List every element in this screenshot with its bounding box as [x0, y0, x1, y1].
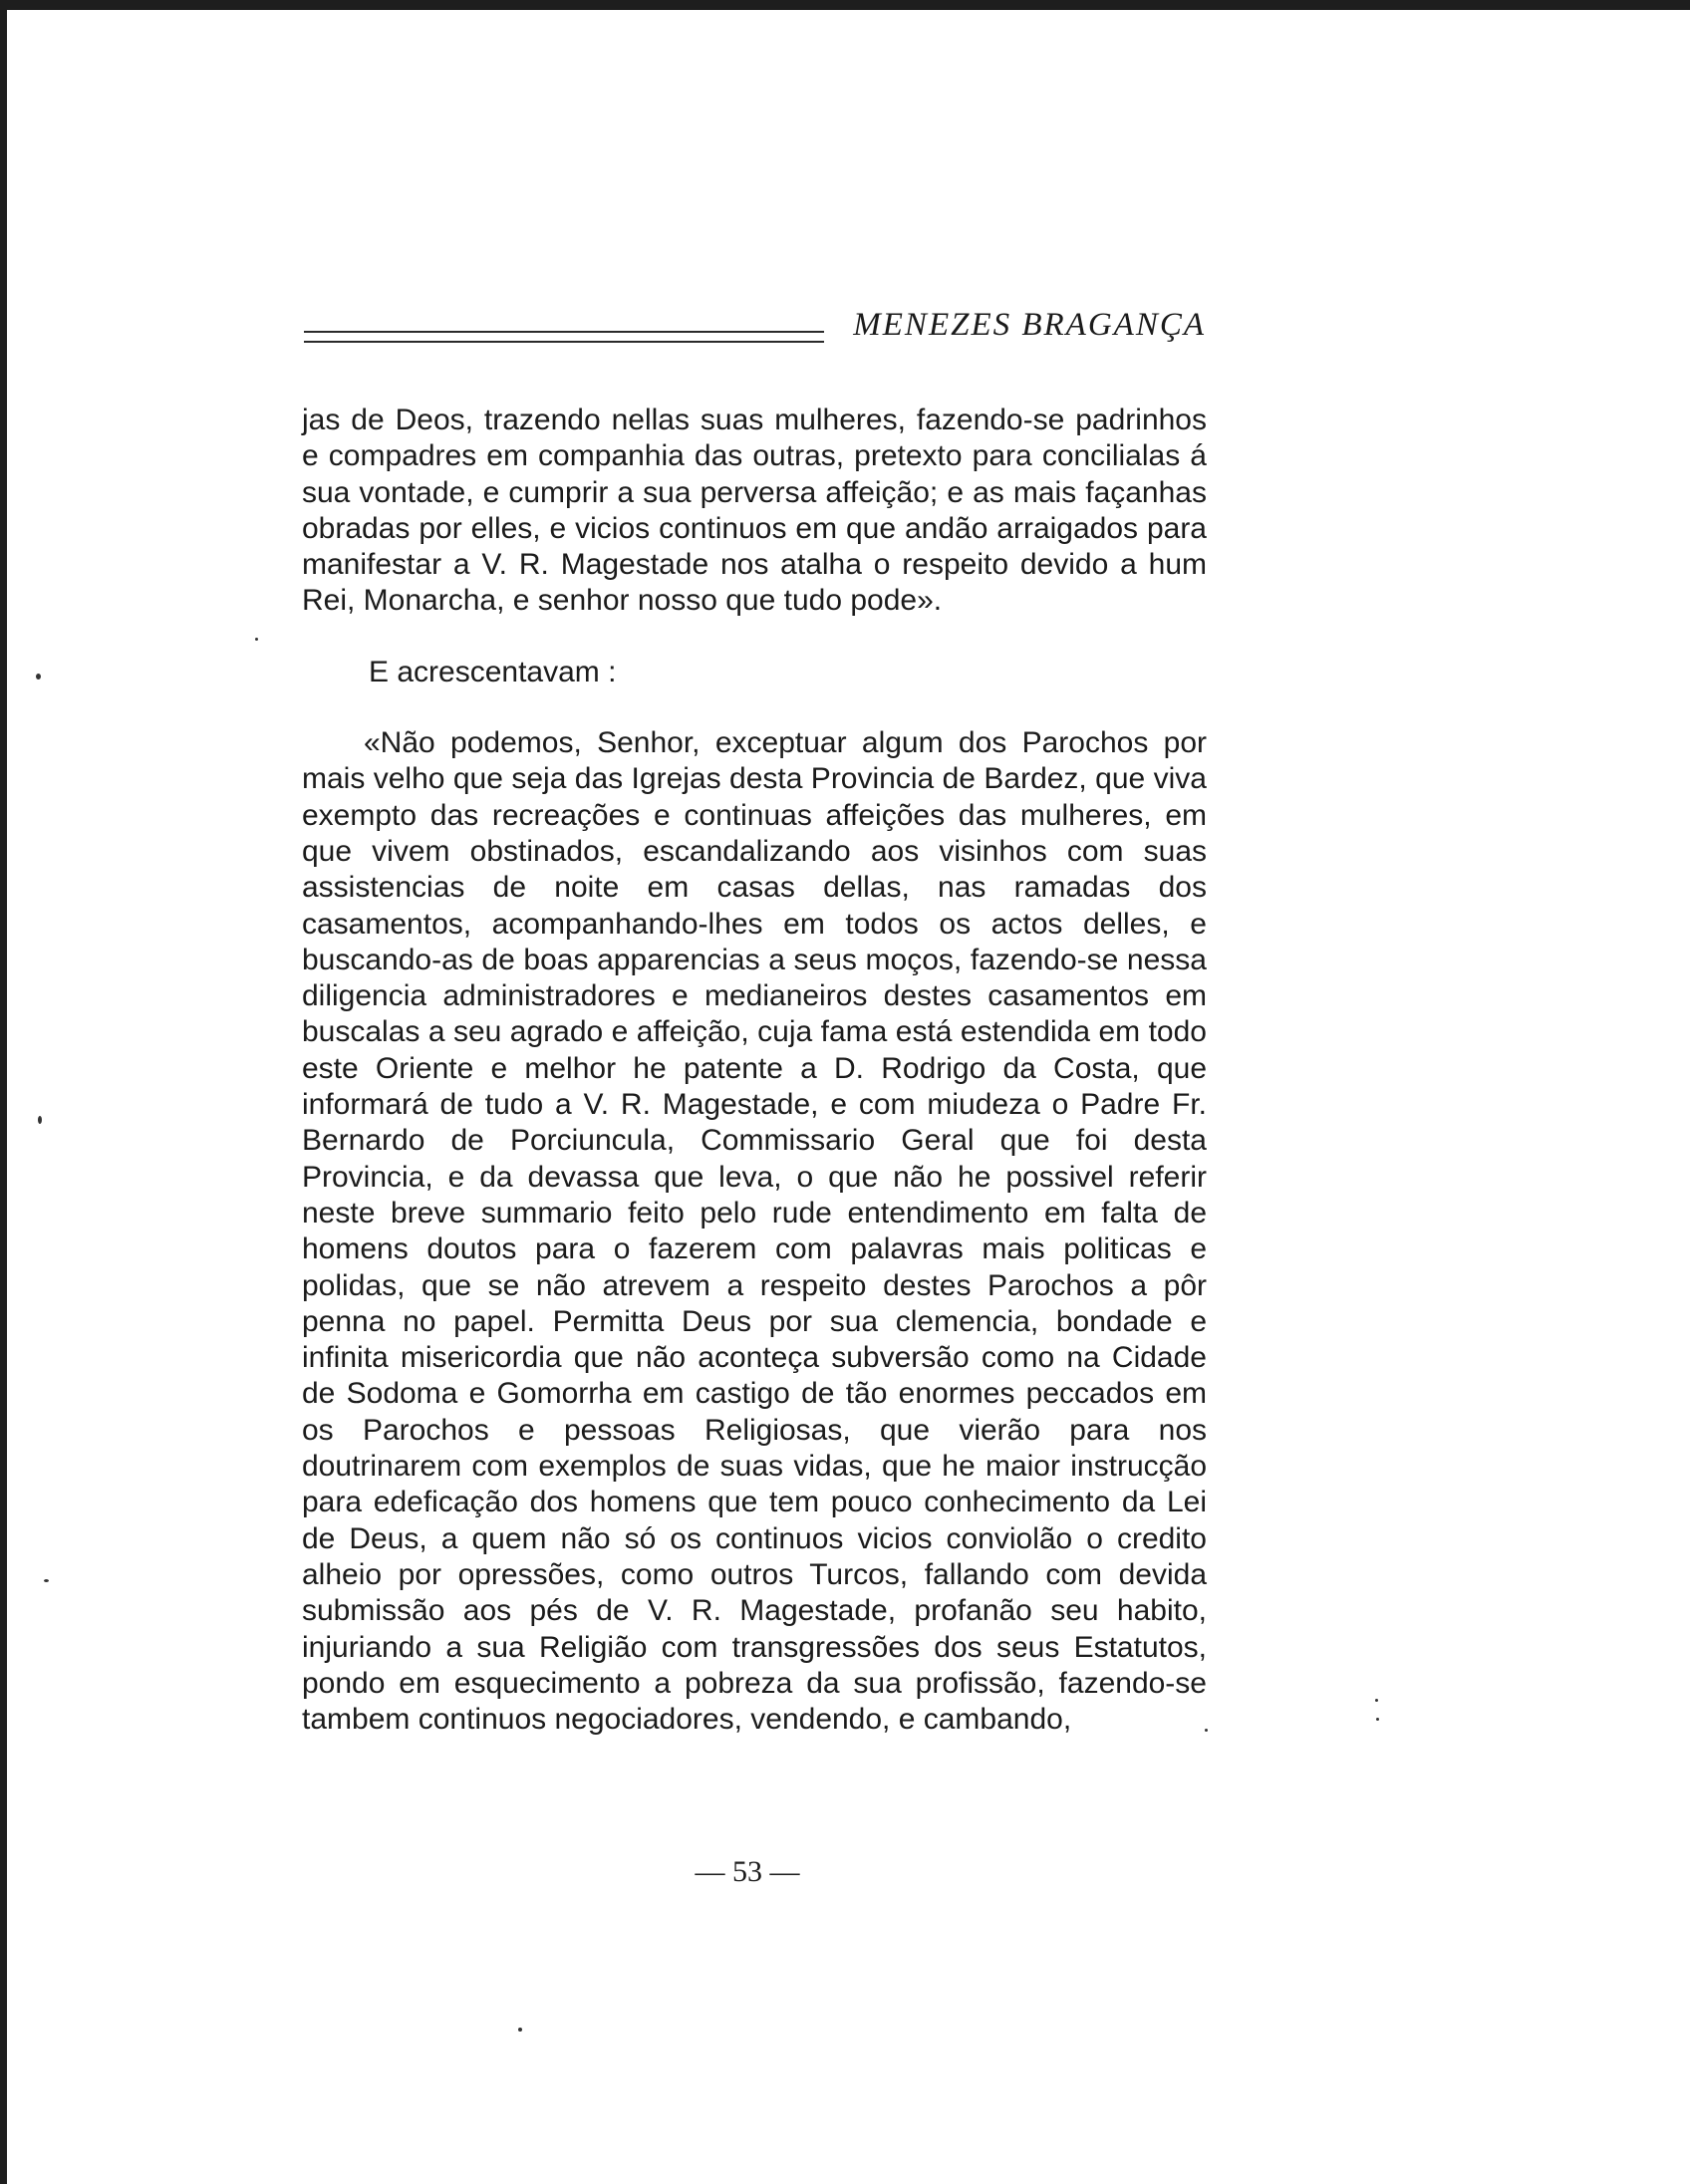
scan-speck [44, 1579, 49, 1582]
paragraph-lead-in: E acrescentavam : [369, 655, 617, 688]
paragraph-quotation: «Não podemos, Senhor, exceptuar algum dos Parochos por mais velho que seja das Igrejas desta Provincia de Bardez, que viva exempto das recreações e continuas affeições das mulheres, em que vivem obstinados, escandalizando aos visinhos com suas assistencias de noite em casas dellas, nas ramadas dos casamentos, acompanhando-lhes em todos os actos delles, e buscando-as de boas apparencias a seus moços, fazendo-se nessa diligencia administradores e medianeiros destes casamentos em buscalas a seu agrado e affeição, cuja fama está estendida em todo este Oriente e melhor he patente a D. Rodrigo da Costa, que informará de tudo a V. R. Magestade, e com miudeza o Padre Fr. Bernardo de Porciuncula, Commissario Geral que foi desta Provincia, e da devassa que leva, o que não he possivel referir neste breve summario feito pelo rude entendimento em falta de homens doutos para o fazerem com palavras mais politicas e polidas, que se não atrevem a respeito destes Parochos a pôr penna no papel. Permitta Deus por sua clemencia, bondade e infinita misericordia que não aconteça subversão como na Cidade de Sodoma e Gomorrha em castigo de tão enormes peccados em os Parochos e pessoas Religiosas, que vierão para nos doutrinarem com exemplos de suas vidas, que he maior instrucção para edeficação dos homens que tem pouco conhecimento da Lei de Deus, a quem não só os continuos vicios conviolão o credito alheio por opressões, como outros Turcos, fallando com devida submissão aos pés de V. R. Magestade, profanão seu habito, injuriando a sua Religião com transgressões dos seus Estatutos, pondo em esquecimento a pobreza da sua profissão, fazendo-se tambem continuos negociadores, vendendo, e cambando, [302, 726, 1207, 1737]
scan-speck [1205, 1729, 1208, 1732]
page-number: — 53 — [695, 1855, 800, 1888]
scan-border-top [0, 0, 1690, 10]
page-header [304, 307, 1206, 353]
header-double-rule [304, 331, 824, 343]
paragraph-continuation: jas de Deos, trazendo nellas suas mulheres, fazendo-se padrinhos e compadres em companhia das outras, pretexto para concilialas á sua vontade, e cumprir a sua perversa affeição; e as mais façanhas obradas por elles, e vicios continuos em que andão arraigados para manifestar a V. R. Magestade nos atalha o respeito devido a hum Rei, Monarcha, e senhor nosso que tudo pode». [302, 404, 1207, 618]
scan-border-left [0, 0, 7, 2184]
scan-speck [255, 638, 258, 641]
running-head: MENEZES BRAGANÇA [853, 307, 1206, 343]
scan-speck [1375, 1699, 1378, 1702]
scan-speck [36, 674, 41, 680]
scan-speck [1376, 1718, 1379, 1721]
scan-speck [38, 1116, 42, 1124]
scan-speck [518, 2028, 522, 2032]
body-text [302, 403, 1207, 1738]
